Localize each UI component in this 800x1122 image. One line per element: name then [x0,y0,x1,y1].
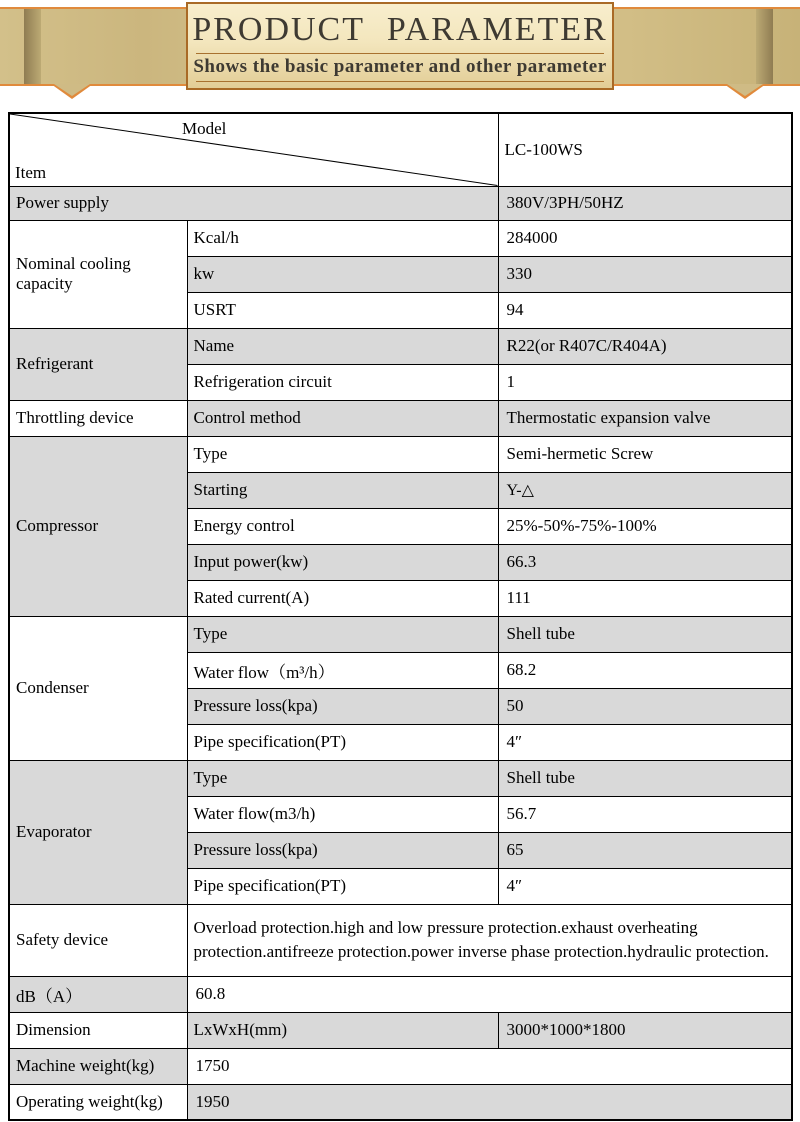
refrigerant-name-label: Name [187,328,498,364]
header-model-value: LC-100WS [498,113,792,186]
evaporator-water-flow-value: 56.7 [498,796,792,832]
banner-separator-top [196,53,604,54]
table-row [9,760,792,796]
operating-weight-label: Operating weight(kg) [9,1084,187,1120]
dimension-label: Dimension [9,1012,187,1048]
compressor-rated-current-value: 111 [498,580,792,616]
banner-panel [186,2,614,90]
compressor-rated-current-label: Rated current(A) [187,580,498,616]
evaporator-type-value: Shell tube [498,760,792,796]
evaporator-pressure-loss-label: Pressure loss(kpa) [187,832,498,868]
table-row [9,1012,792,1048]
compressor-type-value: Semi-hermetic Screw [498,436,792,472]
condenser-water-flow-label: Water flow（m³/h） [187,652,498,688]
banner-subtitle: Shows the basic parameter and other parameter [193,56,607,77]
power-supply-label: Power supply [9,186,498,220]
compressor-energy-value: 25%-50%-75%-100% [498,508,792,544]
compressor-starting-value: Y-△ [498,472,792,508]
ribbon-fold-right [756,9,773,84]
refrigerant-circuit-value: 1 [498,364,792,400]
evaporator-type-label: Type [187,760,498,796]
banner [0,0,800,106]
header-model-label: Model [182,119,227,138]
noise-value: 60.8 [187,976,792,1012]
evaporator-pipe-spec-value: 4″ [498,868,792,904]
spec-table [8,112,793,1121]
evaporator-water-flow-label: Water flow(m3/h) [187,796,498,832]
noise-label: dB（A） [9,976,187,1012]
cooling-kcal-value: 284000 [498,220,792,256]
header-diagonal-line [10,114,498,186]
refrigerant-category: Refrigerant [9,328,187,400]
throttling-control-label: Control method [187,400,498,436]
condenser-pressure-loss-value: 50 [498,688,792,724]
cooling-kw-value: 330 [498,256,792,292]
refrigerant-name-value: R22(or R407C/R404A) [498,328,792,364]
header-item-label: Item [15,162,47,182]
safety-device-label: Safety device [9,904,187,976]
safety-device-value: Overload protection.high and low pressure protection.exhaust overheating protection.antifreeze protection.power inverse phase protection.hydraulic protection. [187,904,792,976]
operating-weight-value: 1950 [187,1084,792,1120]
cooling-usrt-value: 94 [498,292,792,328]
compressor-category: Compressor [9,436,187,616]
compressor-input-power-label: Input power(kw) [187,544,498,580]
condenser-type-value: Shell tube [498,616,792,652]
banner-separator-bottom [196,81,604,82]
table-row [9,328,792,364]
cooling-category: Nominal cooling capacity [9,220,187,328]
header-model-item-cell [9,113,498,186]
dimension-value: 3000*1000*1800 [498,1012,792,1048]
compressor-starting-label: Starting [187,472,498,508]
cooling-kw-label: kw [187,256,498,292]
compressor-input-power-value: 66.3 [498,544,792,580]
machine-weight-label: Machine weight(kg) [9,1048,187,1084]
table-row [9,220,792,256]
evaporator-pressure-loss-value: 65 [498,832,792,868]
table-header-row [9,113,792,186]
ribbon-fold-left [24,9,41,84]
refrigerant-circuit-label: Refrigeration circuit [187,364,498,400]
table-row [9,976,792,1012]
machine-weight-value: 1750 [187,1048,792,1084]
condenser-type-label: Type [187,616,498,652]
throttling-category: Throttling device [9,400,187,436]
table-row [9,436,792,472]
banner-title: PRODUCT PARAMETER [192,11,608,48]
table-row [9,1048,792,1084]
cooling-usrt-label: USRT [187,292,498,328]
compressor-type-label: Type [187,436,498,472]
condenser-pipe-spec-value: 4″ [498,724,792,760]
table-row [9,186,792,220]
condenser-pressure-loss-label: Pressure loss(kpa) [187,688,498,724]
evaporator-category: Evaporator [9,760,187,904]
throttling-control-value: Thermostatic expansion valve [498,400,792,436]
condenser-water-flow-value: 68.2 [498,652,792,688]
table-row [9,904,792,976]
power-supply-value: 380V/3PH/50HZ [498,186,792,220]
table-row [9,616,792,652]
compressor-energy-label: Energy control [187,508,498,544]
cooling-kcal-label: Kcal/h [187,220,498,256]
condenser-pipe-spec-label: Pipe specification(PT) [187,724,498,760]
table-row [9,400,792,436]
ribbon-notch-left-fill [54,84,90,96]
table-row [9,1084,792,1120]
evaporator-pipe-spec-label: Pipe specification(PT) [187,868,498,904]
condenser-category: Condenser [9,616,187,760]
ribbon-notch-right-fill [727,84,763,96]
dimension-sub-label: LxWxH(mm) [187,1012,498,1048]
